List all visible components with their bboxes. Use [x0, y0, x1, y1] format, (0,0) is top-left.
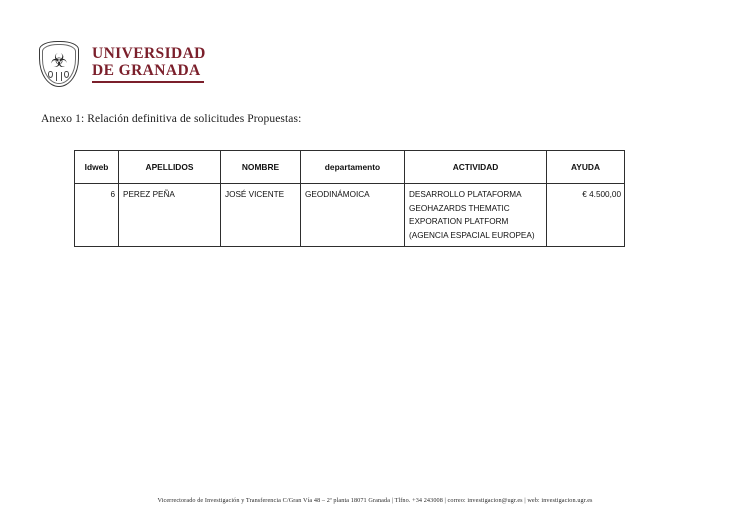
annex-intro-text: Anexo 1: Relación definitiva de solicitudes Propuestas:	[41, 113, 302, 125]
actividad-line: EXPORATION PLATFORM	[409, 217, 509, 226]
cell-actividad	[405, 184, 547, 247]
cell-departamento: GEODINÁMOICA	[301, 184, 405, 247]
column-header-apellidos: APELLIDOS	[119, 151, 221, 184]
column-header-idweb: Idweb	[75, 151, 119, 184]
university-wordmark	[92, 46, 206, 83]
cell-idweb: 6	[75, 184, 119, 247]
crest-eagle-icon: ☣	[50, 50, 68, 72]
column-header-actividad: ACTIVIDAD	[405, 151, 547, 184]
crest-pomegranate-left-icon	[48, 71, 53, 78]
column-header-ayuda: AYUDA	[547, 151, 625, 184]
university-logo	[36, 40, 206, 88]
crest-pomegranate-right-icon	[64, 71, 69, 78]
wordmark-line-1: UNIVERSIDAD	[92, 44, 206, 62]
actividad-line: (AGENCIA ESPACIAL EUROPEA)	[409, 230, 535, 240]
applications-table-container	[74, 150, 624, 247]
document-footer: Vicerrectorado de Investigación y Transferencia C/Gran Vía 48 – 2ª planta 18071 Granada | Tlfno. +34 243008 | correo: investigacion@ugr.es | web: investigacion.ugr.es	[157, 497, 593, 504]
column-header-nombre: NOMBRE	[221, 151, 301, 184]
table-header-row	[75, 151, 625, 184]
wordmark-line-2: DE GRANADA	[92, 61, 201, 79]
cell-nombre: JOSÉ VICENTE	[221, 184, 301, 247]
cell-ayuda: € 4.500,00	[547, 184, 625, 247]
applications-table	[74, 150, 625, 247]
column-header-departamento: departamento	[301, 151, 405, 184]
cell-apellidos: PEREZ PEÑA	[119, 184, 221, 247]
ugr-crest-icon	[36, 40, 82, 88]
wordmark-rule	[92, 81, 204, 83]
table-row	[75, 184, 625, 247]
actividad-line: GEOHAZARDS THEMATIC	[409, 203, 510, 213]
crest-column-icon	[56, 72, 62, 81]
actividad-line: DESARROLLO PLATAFORMA	[409, 190, 522, 199]
